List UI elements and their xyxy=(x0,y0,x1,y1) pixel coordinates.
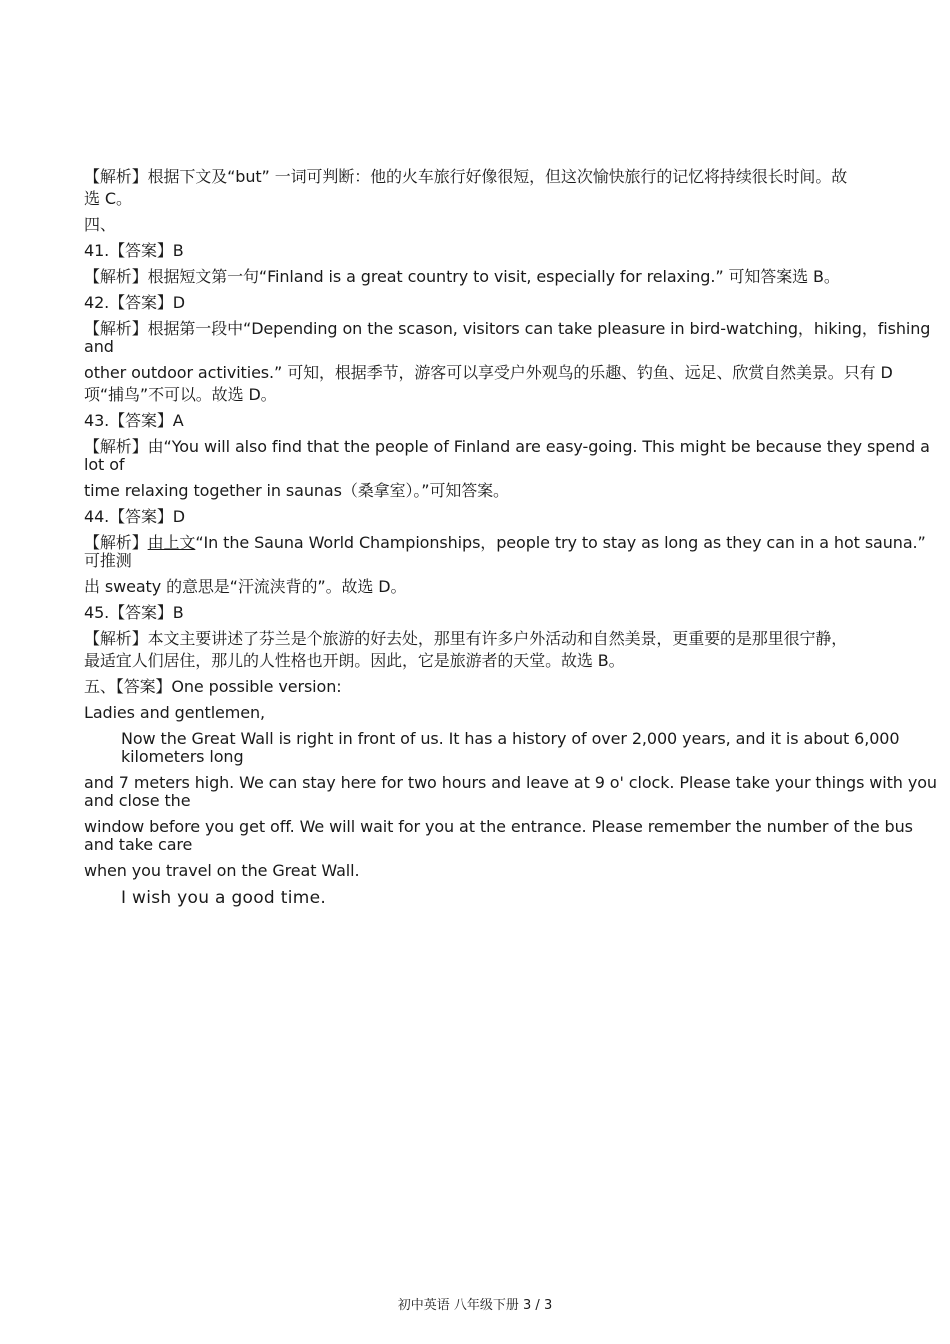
analysis-41: 【解析】根据短文第一句“Finland is a great country to visit, especially for relaxing.” 可知答案选 B。 xyxy=(84,267,840,286)
answer-43: 43.【答案】A xyxy=(84,411,184,430)
analysis-42-cont: other outdoor activities.” 可知，根据季节，游客可以享受户外观鸟的乐趣、钓鱼、远足、欣赏自然美景。只有 D xyxy=(84,363,893,382)
analysis-45: 【解析】本文主要讲述了芬兰是个旅游的好去处，那里有许多户外活动和自然美景，更重要的是那里很宁静， xyxy=(84,629,848,648)
analysis-line: 【解析】根据下文及“but” 一词可判断：他的火车旅行好像很短，但这次愉快旅行的记忆将持续很长时间。故 xyxy=(84,167,848,186)
analysis-43-cont: time relaxing together in saunas（桑拿室）。”可知答案。 xyxy=(84,481,509,500)
analysis-44-cont: 出 sweaty 的意思是“汗流浃背的”。故选 D。 xyxy=(84,577,407,596)
underlined-phrase: 由上文 xyxy=(147,533,196,552)
analysis-42: 【解析】根据第一段中“Depending on the scason, visitors can take pleasure in bird-watching，hiking，fishing and xyxy=(84,319,931,356)
analysis-45-cont: 最适宜人们居住，那儿的人性格也开朗。因此，它是旅游者的天堂。故选 B。 xyxy=(84,651,625,670)
analysis-text: “In the Sauna World Championships，people try to stay as long as they can in a hot sauna.” 可推测 xyxy=(84,533,926,570)
answer-41: 41.【答案】B xyxy=(84,241,184,260)
analysis-44 xyxy=(84,534,942,570)
essay-greeting: Ladies and gentlemen, xyxy=(84,703,266,722)
answer-44: 44.【答案】D xyxy=(84,507,185,526)
analysis-42-cont: 项“捕鸟”不可以。故选 D。 xyxy=(84,385,277,404)
answer-explanations xyxy=(84,168,942,916)
page-footer: 初中英语 八年级下册 3 / 3 xyxy=(397,1298,553,1313)
essay-paragraph: and 7 meters high. We can stay here for two hours and leave at 9 o' clock. Please take your things with you and close the xyxy=(84,773,937,810)
section-heading-five: 五、【答案】One possible version: xyxy=(84,677,342,696)
analysis-prefix: 【解析】 xyxy=(84,533,148,552)
answer-45: 45.【答案】B xyxy=(84,603,184,622)
analysis-line: 选 C。 xyxy=(84,189,132,208)
answer-42: 42.【答案】D xyxy=(84,293,185,312)
section-heading-four: 四、 xyxy=(84,215,116,234)
essay-closing: I wish you a good time. xyxy=(121,888,327,908)
analysis-43: 【解析】由“You will also find that the people of Finland are easy-going. This might be because they spend a lot of xyxy=(84,437,930,474)
essay-paragraph: when you travel on the Great Wall. xyxy=(84,861,360,880)
essay-paragraph: window before you get off. We will wait for you at the entrance. Please remember the number of the bus and take care xyxy=(84,817,913,854)
essay-paragraph: Now the Great Wall is right in front of us. It has a history of over 2,000 years, and it is about 6,000 kilometers long xyxy=(121,729,900,766)
